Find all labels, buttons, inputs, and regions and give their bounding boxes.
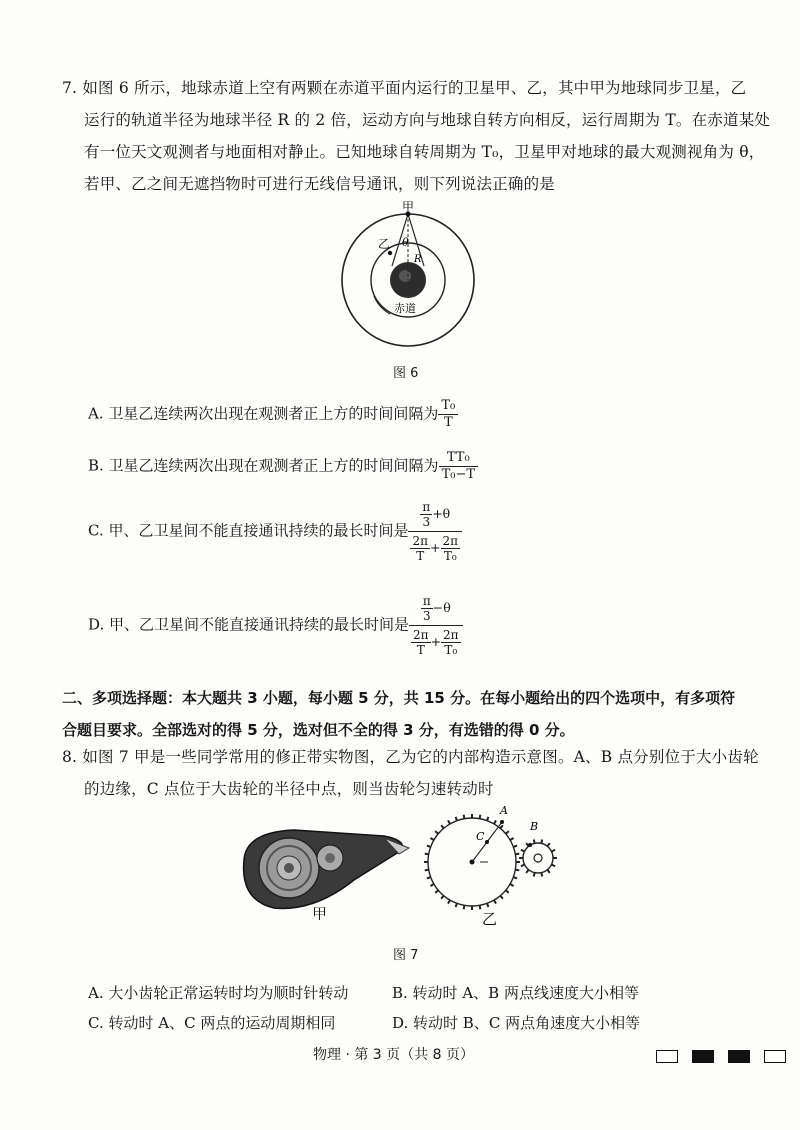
q7-text	[62, 72, 770, 200]
q8-option-a[interactable]: A. 大小齿轮正常运转时均为顺时针转动	[88, 984, 349, 1002]
label-B: B	[530, 820, 539, 833]
small-gear-tooth	[547, 843, 549, 846]
label-jia: 甲	[402, 200, 415, 214]
big-gear-tooth	[480, 905, 481, 909]
big-gear-tooth	[500, 896, 503, 899]
big-gear-tooth	[430, 838, 433, 840]
label-yi-fig7: 乙	[482, 910, 498, 928]
section-2-instructions	[62, 682, 735, 746]
big-gear-tooth	[464, 815, 465, 819]
label-R: R	[414, 254, 422, 265]
q7-option-a-fraction: $\frac{\text{T₀}}{T}$	[438, 398, 458, 431]
satellite-yi	[388, 251, 392, 255]
label-theta: θ	[402, 236, 409, 249]
small-gear-tooth	[526, 843, 528, 846]
q8-line1: 如图 7 甲是一些同学常用的修正带实物图，乙为它的内部构造示意图。A、B 点分别位于大小齿轮	[82, 748, 759, 766]
figure-7-correction-tape	[234, 820, 414, 920]
q8-option-c[interactable]: C. 转动时 A、C 两点的运动周期相同	[88, 1014, 336, 1032]
big-gear-tooth	[456, 903, 457, 907]
big-gear-tooth	[441, 825, 444, 828]
q7-line4: 若甲、乙之间无遮挡物时可进行无线信号通讯，则下列说法正确的是	[84, 175, 556, 193]
q7-option-c-text: C. 甲、乙卫星间不能直接通讯持续的最长时间是	[88, 521, 409, 540]
big-gear-tooth	[435, 831, 438, 834]
small-gear-tooth	[547, 870, 549, 873]
section-2-line1: 二、多项选择题：本大题共 3 小题，每小题 5 分，共 15 分。在每小题给出的四个选项中，有多项符	[62, 689, 736, 707]
q7-option-c[interactable]	[88, 500, 462, 563]
big-gear-tooth	[425, 870, 429, 871]
big-gear-tooth	[480, 815, 481, 819]
q8-option-b[interactable]: B. 转动时 A、B 两点线速度大小相等	[392, 984, 639, 1002]
big-gear-tooth	[513, 846, 517, 847]
q7-option-d[interactable]	[88, 594, 463, 657]
q7-option-a-text: A. 卫星乙连续两次出现在观测者正上方的时间间隔为	[88, 404, 439, 423]
q7-number: 7.	[62, 79, 78, 97]
label-jia-fig7: 甲	[312, 905, 328, 920]
small-gear-tooth	[534, 839, 535, 843]
big-gear-tooth	[427, 846, 431, 847]
small-gear-tooth	[552, 865, 556, 867]
big-gear-tooth	[510, 838, 513, 840]
small-gear-tooth	[534, 873, 535, 877]
big-gear-tooth	[448, 820, 450, 823]
big-gear-tooth	[515, 854, 519, 855]
q7-line3: 有一位天文观测者与地面相对静止。已知地球自转周期为 T₀，卫星甲对地球的最大观测视角为 θ，	[84, 143, 765, 161]
q8-line2: 的边缘，C 点位于大齿轮的半径中点，则当齿轮匀速转动时	[84, 780, 494, 798]
q8-option-d[interactable]: D. 转动时 B、C 两点角速度大小相等	[392, 1014, 641, 1032]
q8-text	[62, 741, 759, 805]
label-equator: 赤道	[394, 302, 416, 315]
big-gear-tooth	[510, 884, 513, 886]
big-gear-tooth	[500, 825, 503, 828]
q7-line2: 运行的轨道半径为地球半径 R 的 2 倍，运动方向与地球自转方向相反，运行周期为 T。在赤道某处	[84, 111, 771, 129]
q7-option-b-text: B. 卫星乙连续两次出现在观测者正上方的时间间隔为	[88, 456, 439, 475]
big-gear-tooth	[515, 870, 519, 871]
point-a	[500, 820, 504, 824]
label-A: A	[500, 804, 508, 817]
figure-7-caption: 图 7	[393, 948, 419, 963]
point-c	[485, 840, 489, 844]
label-yi: 乙	[378, 237, 391, 251]
figure-6-orbit-diagram	[330, 196, 490, 356]
big-gear-tooth	[464, 905, 465, 909]
page-footer: 物理 · 第 3 页（共 8 页）	[313, 1047, 474, 1063]
big-gear-tooth	[487, 817, 488, 821]
big-gear-tooth	[448, 900, 450, 903]
big-gear-tooth	[456, 817, 457, 821]
big-gear-tooth	[425, 854, 429, 855]
q8-number: 8.	[62, 748, 78, 766]
small-gear-outline	[523, 843, 553, 873]
scan-registration-marks	[656, 1046, 800, 1065]
figure-7-gear-schematic	[420, 800, 570, 930]
q7-option-b-fraction: $\frac{\text{TT₀}}{\text{T₀−T}}$	[439, 450, 478, 483]
q7-option-a[interactable]	[88, 398, 458, 431]
big-gear-tooth	[506, 890, 509, 893]
q7-option-c-fraction: $\frac{\pi}{3}$ +θ $\frac{2\pi}{T}$ + $\frac{2\pi}{\text{T₀}}$	[408, 500, 462, 563]
q7-option-d-fraction: $\frac{\pi}{3}$ −θ $\frac{2\pi}{T}$ + $\frac{2\pi}{\text{T₀}}$	[409, 594, 463, 657]
small-gear-tooth	[541, 839, 542, 843]
q7-option-b[interactable]	[88, 450, 478, 483]
small-gear-tooth	[541, 873, 542, 877]
big-gear-tooth	[494, 900, 496, 903]
big-gear-tooth	[435, 890, 438, 893]
big-gear-tooth	[506, 831, 509, 834]
big-gear-tooth	[427, 877, 431, 878]
figure-6-caption: 图 6	[393, 366, 419, 381]
small-gear-tooth	[526, 870, 528, 873]
small-gear-tooth	[521, 865, 525, 867]
big-gear-tooth	[494, 820, 496, 823]
q7-option-d-text: D. 甲、乙卫星间不能直接通讯持续的最长时间是	[88, 615, 410, 634]
big-gear-tooth	[441, 896, 444, 899]
small-gear-tooth	[521, 850, 525, 852]
section-2-line2: 合题目要求。全部选对的得 5 分，选对但不全的得 3 分，有选错的得 0 分。	[62, 721, 575, 739]
small-gear-tooth	[552, 850, 556, 852]
label-C: C	[476, 830, 485, 843]
big-gear-tooth	[513, 877, 517, 878]
big-gear-tooth	[430, 884, 433, 886]
q7-line1: 如图 6 所示，地球赤道上空有两颗在赤道平面内运行的卫星甲、乙，其中甲为地球同步卫星，乙	[82, 79, 747, 97]
big-gear-tooth	[487, 903, 488, 907]
